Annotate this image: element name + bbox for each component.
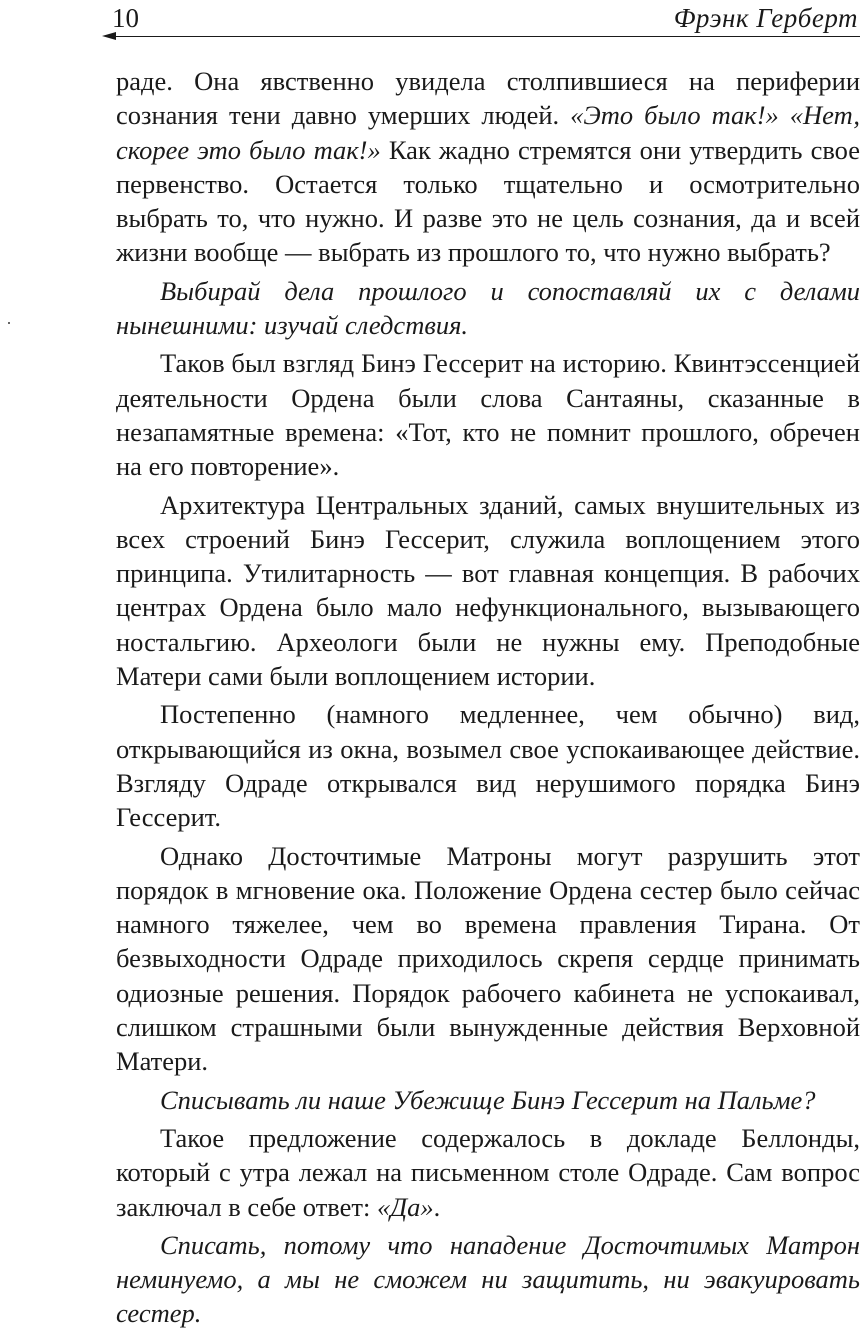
paragraph-p1 bbox=[116, 64, 860, 270]
paragraph-p6 bbox=[116, 839, 860, 1079]
text-run: Однако Досточтимые Матроны могут разрушить этот порядок в мгновение ока. Положение Ордена сестер было сейчас намного тяжелее, чем во времена правления Тирана. От безвыходности Одраде приходилось скрепя сердце принимать одиозные решения. Порядок рабочего кабинета не успокаивал, слишком страшными были вынужденные действия Верховной Матери. bbox=[116, 840, 860, 1077]
paragraph-p5 bbox=[116, 697, 860, 834]
page-header bbox=[0, 0, 864, 44]
paragraph-p2 bbox=[116, 274, 860, 343]
text-run: Списать, потому что нападение Досточтимых Матрон неминуемо, а мы не сможем ни защитить, ни эвакуировать сестер. bbox=[116, 1229, 860, 1329]
paragraph-p4 bbox=[116, 488, 860, 694]
text-run: Архитектура Центральных зданий, самых внушительных из всех строений Бинэ Гессерит, служила воплощением этого принципа. Утилитарность — вот главная концепция. В рабочих центрах Ордена было мало нефункционального, вызывающего ностальгию. Археологи были не нужны ему. Преподобные Матери сами были воплощением истории. bbox=[116, 489, 860, 692]
text-run: . bbox=[433, 1191, 441, 1222]
page-number: 10 bbox=[112, 3, 139, 33]
text-run: Выбирай дела прошлого и сопоставляй их с делами нынешними: изучай следствия. bbox=[116, 275, 860, 341]
running-title: Фрэнк Герберт bbox=[673, 3, 858, 33]
text-run: Как жадно стремятся они утвердить свое первенство. Остается только тщательно и осмотрительно выбрать то, что нужно. И разве это не цель сознания, да и всей жизни вообще — выбрать из прошлого то, что нужно выбрать? bbox=[116, 134, 860, 268]
paragraph-p8 bbox=[116, 1121, 860, 1224]
print-speck bbox=[8, 322, 10, 324]
italic-run: «Да» bbox=[376, 1191, 434, 1222]
header-rule bbox=[112, 36, 860, 37]
text-run: раде. Она явственно увидела столпившиеся на периферии сознания тени давно умерших людей. bbox=[116, 66, 860, 131]
paragraph-p9 bbox=[116, 1228, 860, 1331]
text-run: Такое предложение содержалось в докладе Беллонды, который с утра лежал на письменном столе Одраде. Сам вопрос заключал в себе ответ: bbox=[116, 1122, 860, 1222]
paragraph-p3 bbox=[116, 346, 860, 483]
text-run: Постепенно (намного медленнее, чем обычно) вид, открывающийся из окна, возымел свое успокаивающее действие. Взгляду Одраде открывался вид нерушимого порядка Бинэ Гессерит. bbox=[116, 699, 860, 833]
text-run: Списывать ли наше Убежище Бинэ Гессерит на Пальме? bbox=[160, 1084, 816, 1115]
paragraph-p7 bbox=[116, 1083, 860, 1117]
italic-run: «Это было так!» «Нет, скорее это было так!» bbox=[116, 100, 860, 165]
text-run: Таков был взгляд Бинэ Гессерит на историю. Квинтэссенцией деятельности Ордена были слова Сантаяны, сказанные в незапамятные времена: «Тот, кто не помнит прошлого, обречен на его повторение». bbox=[116, 348, 860, 482]
book-page-text bbox=[116, 64, 860, 1331]
